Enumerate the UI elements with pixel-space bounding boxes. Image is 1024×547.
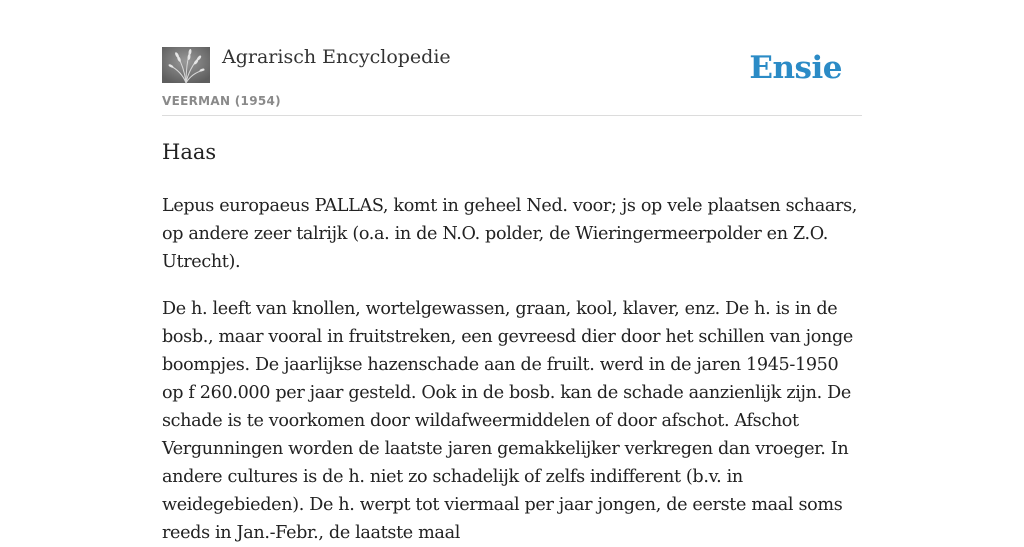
source-title[interactable]: Agrarisch Encyclopedie (222, 46, 451, 68)
entry-title: Haas (162, 140, 217, 164)
ensie-logo-link[interactable]: Ensie (749, 50, 842, 86)
source-header (162, 0, 862, 116)
content-container (162, 0, 862, 543)
source-author-year: VEERMAN (1954) (162, 94, 281, 108)
wheat-ears-image[interactable] (162, 47, 210, 83)
entry-paragraph: Lepus europaeus PALLAS, komt in geheel Ned. voor; js op vele plaatsen schaars, op andere zeer talrijk (o.a. in de N.O. polder, de Wieringermeerpolder en Z.O. Utrecht). (162, 196, 858, 272)
entry-paragraph: De h. leeft van knollen, wortelgewassen, graan, kool, klaver, enz. De h. is in de bosb., maar vooral in fruitstreken, een gevreesd dier door het schillen van jonge boompjes. De jaarlijkse hazenschade aan de fruilt. werd in de jaren 1945-1950 op f 260.000 per jaar gesteld. Ook in de bosb. kan de schade aanzienlijk zijn. De schade is te voorkomen door wildafweermiddelen of door afschot. Afschot Vergunningen worden de laatste jaren gemakkelijker verkregen dan vroeger. In andere cultures is de h. niet zo schadelijk of zelfs indifferent (b.v. in weidegebieden). De h. werpt tot viermaal per jaar jongen, de eerste maal soms reeds in Jan.-Febr., de laatste maal (162, 299, 853, 543)
